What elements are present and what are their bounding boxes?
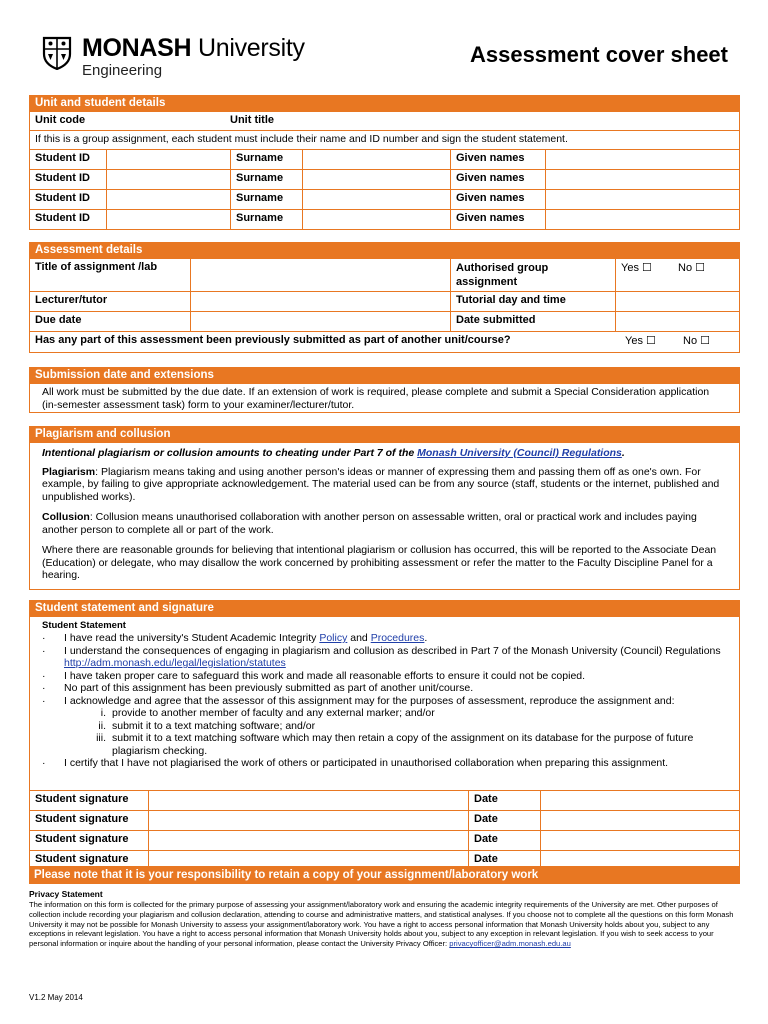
date-label: Date: [468, 791, 540, 810]
student-id-label: Student ID: [35, 212, 90, 224]
tutorial-label: Tutorial day and time: [450, 292, 615, 311]
previous-submission-options: [615, 332, 739, 352]
signature-row: [30, 790, 739, 810]
unit-title-label: Unit title: [230, 114, 274, 126]
student-id-label: Student ID: [35, 172, 90, 184]
group-assignment-options: [615, 259, 739, 291]
date-submitted-field[interactable]: [615, 312, 739, 331]
unit-code-label: Unit code: [35, 114, 86, 126]
sub-list: [64, 707, 727, 757]
checkbox-icon[interactable]: ☐: [642, 262, 652, 274]
group-note-row: [30, 130, 739, 149]
signature-label: Student signature: [35, 853, 129, 865]
surname-label: Surname: [230, 170, 302, 189]
policy-link[interactable]: Policy: [319, 632, 348, 644]
university-name: MONASH University: [82, 34, 305, 62]
previous-submission-question: Has any part of this assessment been previously submitted as part of another unit/course?: [35, 334, 511, 346]
given-names-label: Given names: [450, 150, 545, 169]
section-header: Assessment details: [30, 243, 739, 258]
signature-row: [30, 810, 739, 830]
list-item: · I understand the consequences of engaging in plagiarism and collusion as described in Part 7 of the Monash University (Council) Regulations http://adm.monash.edu/legal/legislation/statutes: [42, 645, 727, 670]
list-item: · I have taken proper care to safeguard this work and made all reasonable efforts to ensure it could not be copied.: [42, 670, 727, 683]
surname-label: Surname: [230, 210, 302, 229]
list-item: · I have read the university's Student Academic Integrity Policy and Procedures.: [42, 632, 727, 645]
list-item: · No part of this assignment has been previously submitted as part of another unit/course.: [42, 682, 727, 695]
section-header: Plagiarism and collusion: [30, 427, 739, 442]
surname-field[interactable]: [302, 190, 450, 209]
submission-section: [29, 367, 740, 413]
student-id-field[interactable]: [106, 210, 230, 229]
student-row: [30, 209, 739, 229]
surname-label: Surname: [230, 190, 302, 209]
section-header: Student statement and signature: [30, 601, 739, 616]
surname-field[interactable]: [302, 210, 450, 229]
sub-list-item: iii. submit it to a text matching software which may then retain a copy of the assignment on its database for the purpose of future plagiarism checking.: [96, 732, 694, 757]
lecturer-row: [30, 291, 739, 311]
signature-field[interactable]: [148, 811, 468, 830]
student-id-label: Student ID: [35, 192, 90, 204]
signature-label: Student signature: [35, 793, 129, 805]
surname-field[interactable]: [302, 150, 450, 169]
previous-submission-row: [30, 331, 739, 352]
unit-code-field[interactable]: [230, 112, 739, 130]
assessment-section: [29, 242, 740, 353]
signature-label: Student signature: [35, 833, 129, 845]
statement-section: [29, 600, 740, 867]
privacy-statement: [29, 889, 740, 949]
given-names-field[interactable]: [545, 210, 739, 229]
student-id-field[interactable]: [106, 170, 230, 189]
sub-list-item: ii. submit it to a text matching software; and/or: [98, 719, 316, 732]
student-id-label: Student ID: [35, 152, 90, 164]
given-names-label: Given names: [450, 210, 545, 229]
signature-field[interactable]: [148, 791, 468, 810]
date-field[interactable]: [540, 831, 739, 850]
plagiarism-section: [29, 426, 740, 590]
plagiarism-intro: Intentional plagiarism or collusion amounts to cheating under Part 7 of the Monash University (Council) Regulations.: [42, 447, 625, 459]
signature-row: [30, 830, 739, 850]
date-field[interactable]: [540, 791, 739, 810]
version-label: V1.2 May 2014: [29, 993, 83, 1002]
list-item: · I acknowledge and agree that the assessor of this assignment may for the purposes of assessment, reproduce the assignment and: i. provide to another member of faculty and any external marker; and/or ii. submit it to a text matching software; and/or iii. submit it to a text matching software which may then retain a copy of the assignment on its database for the purpose of future plagiarism checking.: [42, 695, 727, 758]
student-row: [30, 169, 739, 189]
yes-option[interactable]: Yes ☐: [625, 335, 656, 347]
lecturer-label: Lecturer/tutor: [35, 294, 108, 306]
no-option[interactable]: No ☐: [678, 262, 705, 274]
privacy-title: Privacy Statement: [29, 889, 103, 899]
signature-field[interactable]: [148, 831, 468, 850]
date-label: Date: [468, 851, 540, 870]
signature-label: Student signature: [35, 813, 129, 825]
yes-option[interactable]: Yes ☐: [621, 262, 652, 274]
given-names-label: Given names: [450, 170, 545, 189]
procedures-link[interactable]: Procedures: [370, 632, 425, 644]
given-names-field[interactable]: [545, 170, 739, 189]
given-names-label: Given names: [450, 190, 545, 209]
tutorial-field[interactable]: [615, 292, 739, 311]
title-row: [30, 258, 739, 291]
submission-text: All work must be submitted by the due date. If an extension of work is required, please complete and submit a Special Consideration application (in-semester assessment task) form to your examiner/lecturer/tutor.: [30, 383, 739, 413]
unit-student-section: [29, 95, 740, 230]
statutes-link[interactable]: http://adm.monash.edu/legal/legislation/statutes: [64, 657, 286, 669]
sub-list-item: i. provide to another member of faculty and any external marker; and/or: [100, 707, 435, 719]
student-row: [30, 189, 739, 209]
due-date-row: [30, 311, 739, 331]
student-id-field[interactable]: [106, 190, 230, 209]
checkbox-icon[interactable]: ☐: [646, 335, 656, 347]
lecturer-field[interactable]: [190, 292, 450, 311]
privacy-text: The information on this form is collected for the primary purpose of assessing your assignment/laboratory work and ensuring the academic integrity requirements of the University are met. Other purposes of collection include recording your plagiarism and collusion declaration, attending to course and administrative matters, and statistical analyses. If you choose not to complete all the questions on this form Monash University it may not be possible for Monash University to assess your assignment/laboratory work. You have a right to access personal information that Monash University holds about you, subject to any exceptions in relevant legislation. You have a right to access personal information that Monash University holds about you, subject to any exception in relevant legislation. If you wish to seek access to your personal information or inquire about the handling of your personal information, please contact the University Privacy Officer: privacyofficer@adm.monash.edu.au: [29, 900, 734, 949]
due-date-field[interactable]: [190, 312, 450, 331]
date-label: Date: [468, 831, 540, 850]
section-header: Submission date and extensions: [30, 368, 739, 383]
group-assignment-label: Authorised group assignment: [450, 259, 615, 291]
privacy-email-link[interactable]: privacyofficer@adm.monash.edu.au: [449, 939, 571, 949]
no-option[interactable]: No ☐: [683, 335, 710, 347]
regulations-link[interactable]: Monash University (Council) Regulations: [417, 447, 622, 459]
checkbox-icon[interactable]: ☐: [700, 335, 710, 347]
section-header: Unit and student details: [30, 96, 739, 111]
plagiarism-definition: Plagiarism: Plagiarism means taking and using another person's ideas or manner of expressing them and passing them off as one's own. For example, by failing to give appropriate acknowledgement. The material used can be from any source (staff, students or the internet, published and unpublished works).: [42, 465, 720, 503]
unit-row: [30, 111, 739, 130]
faculty-name: Engineering: [82, 62, 163, 79]
student-row: [30, 149, 739, 169]
assignment-title-label: Title of assignment /lab: [35, 261, 158, 273]
collusion-definition: Collusion: Collusion means unauthorised collaboration with another person on assessable written, oral or practical work and includes paying another person to complete all or part of the work.: [42, 511, 697, 536]
grounds-text: Where there are reasonable grounds for believing that intentional plagiarism or collusion has occurred, this will be reported to the Associate Dean (Education) or delegate, who may disallow the work concerned by prohibiting assessment or refer the matter to the Faculty Discipline Panel for a hearing.: [42, 544, 717, 581]
due-date-label: Due date: [35, 314, 82, 326]
given-names-field[interactable]: [545, 150, 739, 169]
statement-subheader: Student Statement: [42, 620, 126, 631]
page-title: Assessment cover sheet: [469, 42, 728, 67]
monash-logo: [42, 32, 342, 84]
date-submitted-label: Date submitted: [450, 312, 615, 331]
retain-copy-note: Please note that it is your responsibility to retain a copy of your assignment/laboratory work: [29, 867, 740, 884]
date-label: Date: [468, 811, 540, 830]
statement-list: [30, 632, 739, 770]
list-item: · I certify that I have not plagiarised the work of others or participated in unauthorised collaboration when preparing this assignment.: [42, 757, 727, 770]
monash-crest-icon: [42, 36, 72, 70]
surname-label: Surname: [230, 150, 302, 169]
surname-field[interactable]: [302, 170, 450, 189]
date-field[interactable]: [540, 811, 739, 830]
student-id-field[interactable]: [106, 150, 230, 169]
group-note: If this is a group assignment, each student must include their name and ID number and sign the student statement.: [35, 133, 568, 145]
given-names-field[interactable]: [545, 190, 739, 209]
assignment-title-field[interactable]: [190, 259, 450, 291]
checkbox-icon[interactable]: ☐: [695, 262, 705, 274]
